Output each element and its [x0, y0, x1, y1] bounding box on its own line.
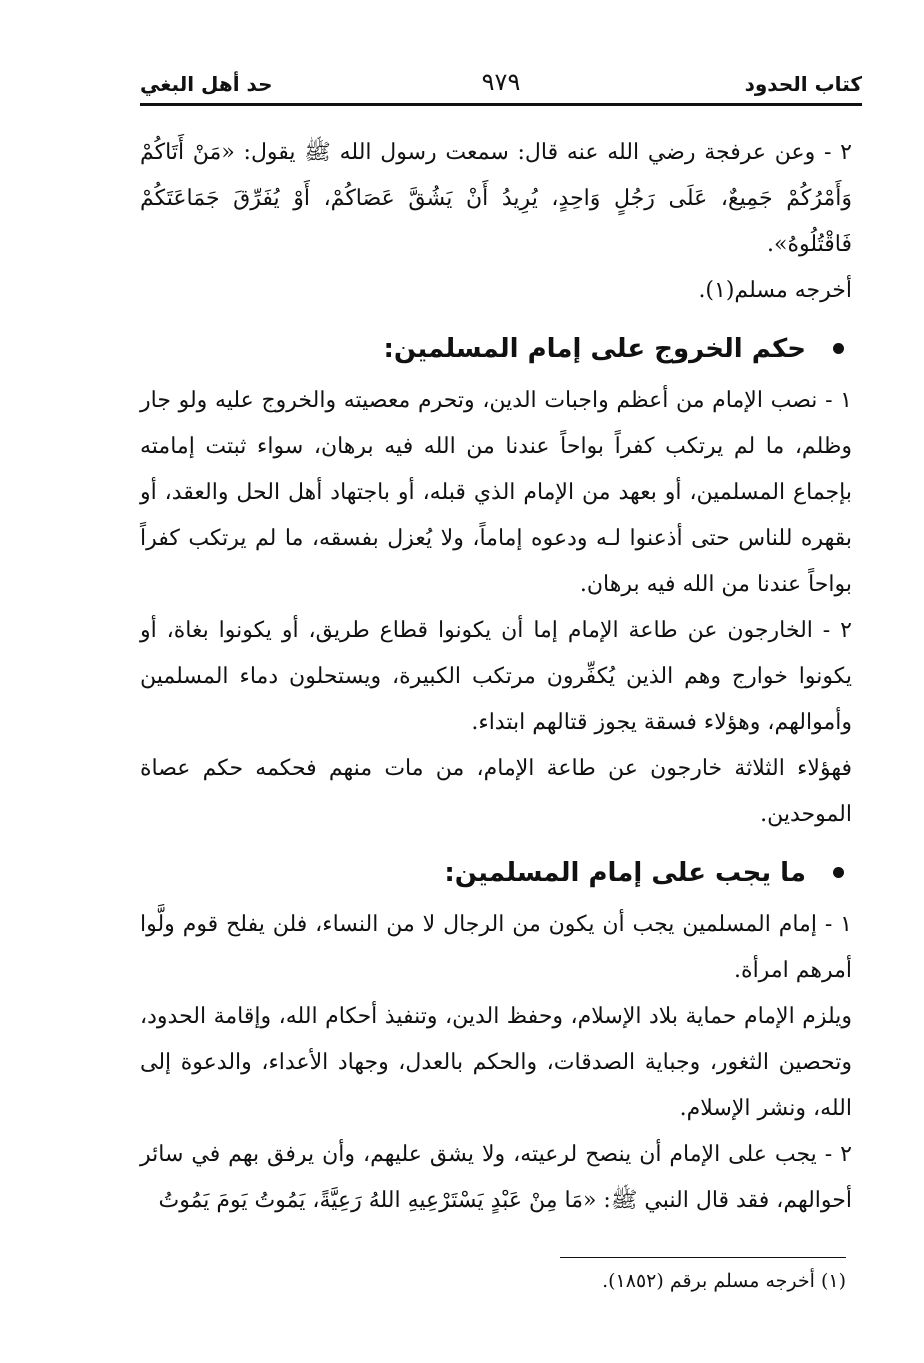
paragraph: ١ - نصب الإمام من أعظم واجبات الدين، وتحرم معصيته والخروج عليه ولو جار وظلم، ما لم يرتكب كفراً بواحاً عندنا من الله فيه برهان، سواء ثبتت إمامته بإجماع المسلمين، أو بعهد من الإمام الذي قبله، أو باجتهاد أهل الحل والعقد، أو بقهره للناس حتى أذعنوا لـه ودعوه إماماً، ولا يُعزل بفسقه، ما لم يرتكب كفراً بواحاً عندنا من الله فيه برهان. — [140, 388, 852, 597]
header-rule — [140, 103, 862, 106]
page-body — [140, 130, 852, 1224]
paragraph: ويلزم الإمام حماية بلاد الإسلام، وحفظ الدين، وتنفيذ أحكام الله، وإقامة الحدود، وتحصين الثغور، وجباية الصدقات، والحكم بالعدل، وجهاد الأعداء، والدعوة إلى الله، ونشر الإسلام. — [140, 1004, 852, 1121]
chapter-title: حد أهل البغي — [140, 72, 273, 96]
section-heading-text: ما يجب على إمام المسلمين: — [444, 858, 806, 888]
footnote-rule — [560, 1257, 846, 1258]
bullet-icon — [833, 867, 844, 878]
page-number: ٩٧٩ — [481, 68, 521, 96]
page-header — [140, 68, 862, 102]
footnote: (١) أخرجه مسلم برقم (١٨٥٢). — [602, 1270, 846, 1292]
paragraph: ٢ - الخارجون عن طاعة الإمام إما أن يكونوا قطاع طريق، أو يكونوا بغاة، أو يكونوا خوارج وهم الذين يُكفِّرون مرتكب الكبيرة، ويستحلون دماء المسلمين وأموالهم، وهؤلاء فسقة يجوز قتالهم ابتداء. — [140, 618, 853, 735]
paragraph: ٢ - يجب على الإمام أن ينصح لرعيته، ولا يشق عليهم، وأن يرفق بهم في سائر أحوالهم، فقد قال النبي ﷺ: «مَا مِنْ عَبْدٍ يَسْتَرْعِيهِ اللهُ رَعِيَّةً، يَمُوتُ يَومَ يَمُوتُ — [140, 1142, 852, 1213]
paragraph: ١ - إمام المسلمين يجب أن يكون من الرجال لا من النساء، فلن يفلح قوم ولَّوا أمرهم امرأة. — [140, 912, 852, 983]
hadith-source: أخرجه مسلم(١). — [698, 278, 852, 303]
section-heading-rebellion — [140, 326, 852, 372]
section-heading-text: حكم الخروج على إمام المسلمين: — [383, 334, 806, 364]
bullet-icon — [833, 343, 844, 354]
paragraph: فهؤلاء الثلاثة خارجون عن طاعة الإمام، من مات منهم فحكمه حكم عصاة الموحدين. — [140, 756, 852, 827]
book-title: كتاب الحدود — [744, 72, 862, 96]
section-heading-duties — [140, 850, 852, 896]
hadith-paragraph: ٢ - وعن عرفجة رضي الله عنه قال: سمعت رسول الله ﷺ يقول: «مَنْ أَتَاكُمْ وَأَمْرُكُمْ جَمِيعٌ، عَلَى رَجُلٍ وَاحِدٍ، يُرِيدُ أَنْ يَشُقَّ عَصَاكُمْ، أَوْ يُفَرِّقَ جَمَاعَتَكُمْ فَاقْتُلُوهُ». — [140, 140, 852, 257]
